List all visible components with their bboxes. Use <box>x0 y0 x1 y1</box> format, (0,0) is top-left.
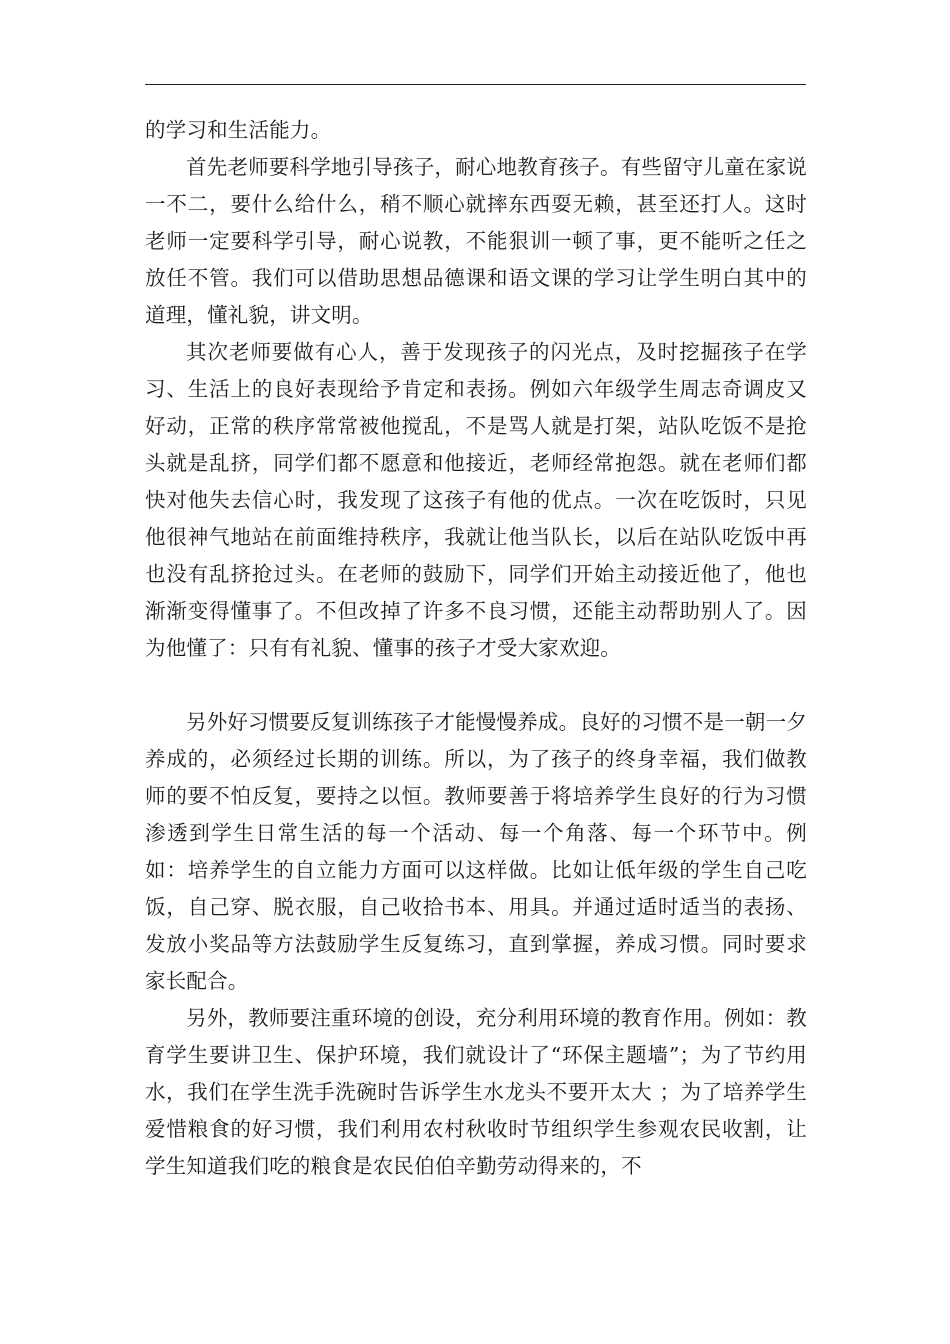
body-text <box>145 112 807 1185</box>
paragraph-gap <box>145 667 807 704</box>
paragraph-environment: 另外，教师要注重环境的创设，充分利用环境的教育作用。例如：教育学生要讲卫生、保护环境，我们就设计了“环保主题墙”；为了节约用水，我们在学生洗手洗碗时告诉学生水龙头不要开太大 ；为了培养学生爱惜粮食的好习惯，我们利用农村秋收时节组织学生参观农民收割，让学生知道我们吃的粮食是农民伯伯辛勤劳动得来的，不 <box>145 1006 807 1178</box>
paragraph-continuation: 的学习和生活能力。 <box>145 118 332 142</box>
header-rule <box>145 84 806 85</box>
paragraph-second-discovery: 其次老师要做有心人，善于发现孩子的闪光点，及时挖掘孩子在学习、生活上的良好表现给予肯定和表扬。例如六年级学生周志奇调皮又好动，正常的秩序常常被他搅乱，不是骂人就是打架，站队吃饭不是抢头就是乱挤，同学们都不愿意和他接近，老师经常抱怨。就在老师们都快对他失去信心时，我发现了这孩子有他的优点。一次在吃饭时，只见他很神气地站在前面维持秩序，我就让他当队长，以后在站队吃饭中再也没有乱挤抢过头。在老师的鼓励下，同学们开始主动接近他了，他也渐渐变得懂事了。不但改掉了许多不良习惯，还能主动帮助别人了。因为他懂了：只有有礼貌、懂事的孩子才受大家欢迎。 <box>145 340 807 660</box>
paragraph-first-guidance: 首先老师要科学地引导孩子，耐心地教育孩子。有些留守儿童在家说一不二，要什么给什么，稍不顺心就摔东西耍无赖，甚至还打人。这时老师一定要科学引导，耐心说教，不能狠训一顿了事，更不能听之任之放任不管。我们可以借助思想品德课和语文课的学习让学生明白其中的道理，懂礼貌，讲文明。 <box>145 155 807 327</box>
paragraph-habit-training: 另外好习惯要反复训练孩子才能慢慢养成。良好的习惯不是一朝一夕养成的，必须经过长期的训练。所以，为了孩子的终身幸福，我们做教师的要不怕反复，要持之以恒。教师要善于将培养学生良好的行为习惯渗透到学生日常生活的每一个活动、每一个角落、每一个环节中。例如：培养学生的自立能力方面可以这样做。比如让低年级的学生自己吃饭，自己穿、脱衣服，自己收拾书本、用具。并通过适时适当的表扬、发放小奖品等方法鼓励学生反复练习，直到掌握，养成习惯。同时要求家长配合。 <box>145 710 807 993</box>
